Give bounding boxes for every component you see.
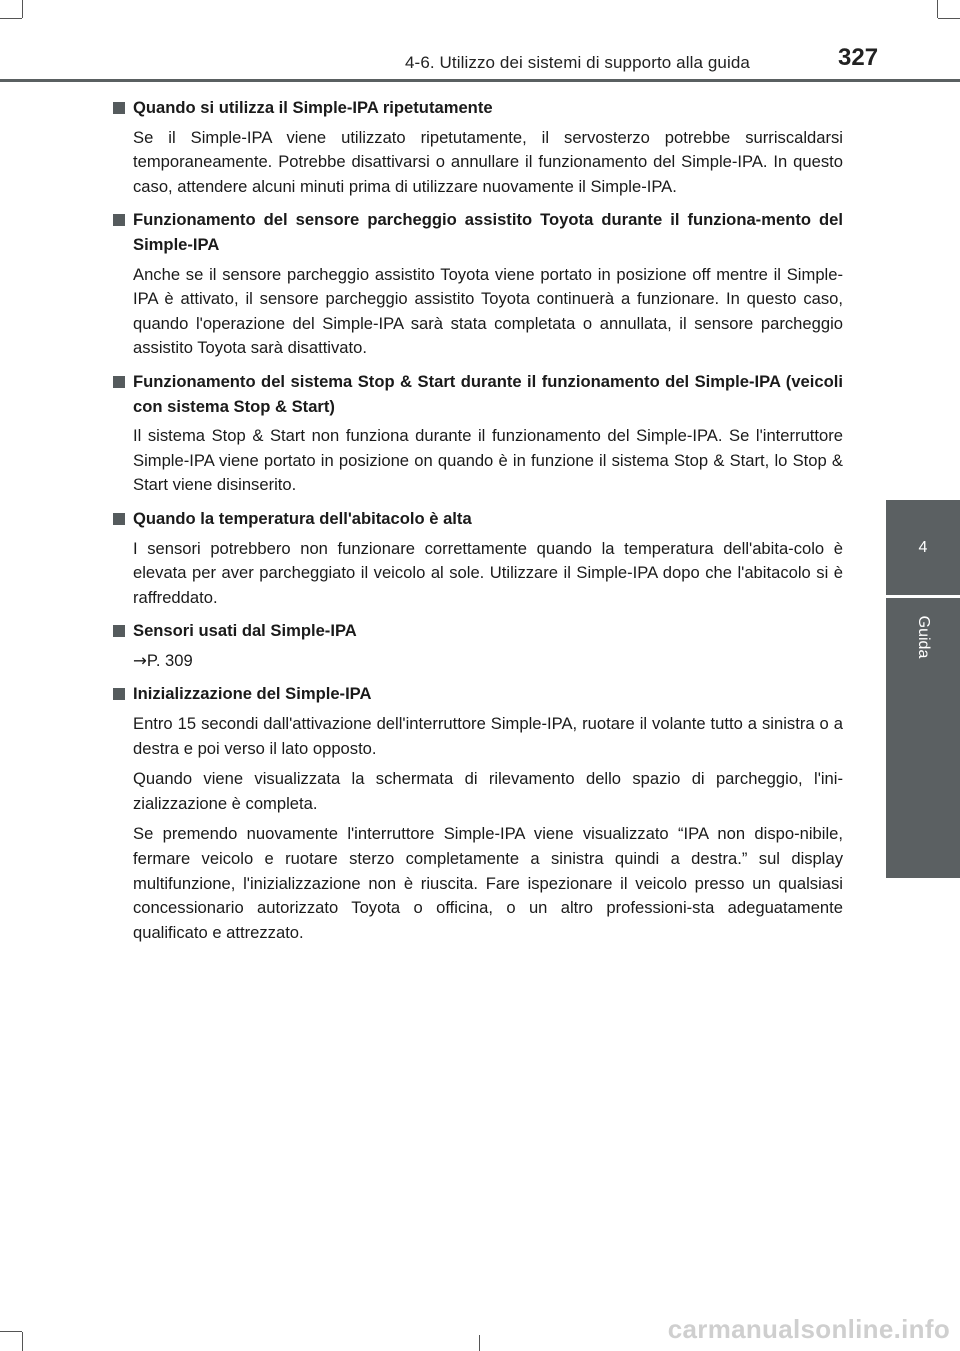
page-number: 327 <box>838 44 879 71</box>
section-title: Inizializzazione del Simple-IPA <box>113 682 843 707</box>
arrow-right-icon: → <box>133 650 147 670</box>
header-rule <box>0 79 960 82</box>
page-reference-text: P. 309 <box>146 650 193 670</box>
section <box>113 619 843 673</box>
crop-mark <box>0 1331 22 1332</box>
section-title: Quando si utilizza il Simple-IPA ripetutamente <box>113 96 843 121</box>
crop-mark <box>22 1332 23 1351</box>
square-bullet-icon <box>113 214 125 226</box>
main-content <box>113 96 843 954</box>
crop-mark <box>479 1335 480 1351</box>
crop-mark <box>938 18 960 19</box>
paragraph: Il sistema Stop & Start non funziona durante il funzionamento del Simple-IPA. Se l'interruttore Simple-IPA viene portato in posizione on quando è in funzione il sistema Stop & Start, lo Stop & Start viene disinserito. <box>133 426 843 495</box>
section <box>113 96 843 199</box>
chapter-tab-label <box>886 598 960 878</box>
running-header: 4-6. Utilizzo dei sistemi di supporto alla guida <box>405 53 750 72</box>
square-bullet-icon <box>113 102 125 114</box>
square-bullet-icon <box>113 688 125 700</box>
paragraph: I sensori potrebbero non funzionare correttamente quando la temperatura dell'abita-colo è elevata per aver parcheggiato il veicolo al sole. Utilizzare il Simple-IPA dopo che l'abitacolo si è raffreddato. <box>133 538 843 607</box>
paragraph: Anche se il sensore parcheggio assistito Toyota viene portato in posizione off mentre il Simple-IPA è attivato, il sensore parcheggio assistito Toyota continuerà a funzionare. In questo caso, quando l'operazione del Simple-IPA sarà stata completata o annullata, il sensore parcheggio assistito Toyota sarà disattivato. <box>133 264 843 358</box>
paragraph: Se premendo nuovamente l'interruttore Simple-IPA viene visualizzato “IPA non dispo-nibile, fermare veicolo e ruotare sterzo completamente a sinistra quindi a destra.” sul display multifunzione, l'inizializzazione non è riuscita. Fare ispezionare il veicolo presso un qualsiasi concessionario autorizzato Toyota o officina, o un altro professioni-sta adeguatamente qualificato e attrezzato. <box>133 824 843 942</box>
crop-mark <box>937 0 938 18</box>
section <box>113 682 843 945</box>
crop-mark <box>0 18 22 19</box>
square-bullet-icon <box>113 625 125 637</box>
chapter-tab-text: Guida <box>915 615 932 659</box>
paragraph: Entro 15 secondi dall'attivazione dell'interruttore Simple-IPA, ruotare il volante tutto a sinistra o a destra e poi verso il lato opposto. <box>133 714 843 758</box>
crop-mark <box>22 0 23 18</box>
section <box>113 507 843 610</box>
section <box>113 370 843 498</box>
paragraph: Se il Simple-IPA viene utilizzato ripetutamente, il servosterzo potrebbe surriscaldarsi temporaneamente. Potrebbe disattivarsi o annullare il funzionamento del Simple-IPA. In questo caso, attendere alcuni minuti prima di utilizzare nuovamente il Simple-IPA. <box>133 127 843 196</box>
section-title: Funzionamento del sensore parcheggio assistito Toyota durante il funziona-mento del Simple-IPA <box>113 208 843 257</box>
page-reference <box>113 649 843 674</box>
section-title: Funzionamento del sistema Stop & Start durante il funzionamento del Simple-IPA (veicoli con sistema Stop & Start) <box>113 370 843 419</box>
section-title: Quando la temperatura dell'abitacolo è alta <box>113 507 843 532</box>
section-title: Sensori usati dal Simple-IPA <box>113 619 843 644</box>
paragraph: Quando viene visualizzata la schermata di rilevamento dello spazio di parcheggio, l'ini-zializzazione è completa. <box>133 769 843 813</box>
square-bullet-icon <box>113 513 125 525</box>
section <box>113 208 843 361</box>
watermark: carmanualsonline.info <box>667 1314 950 1344</box>
chapter-tab-number: 4 <box>886 500 960 595</box>
square-bullet-icon <box>113 376 125 388</box>
